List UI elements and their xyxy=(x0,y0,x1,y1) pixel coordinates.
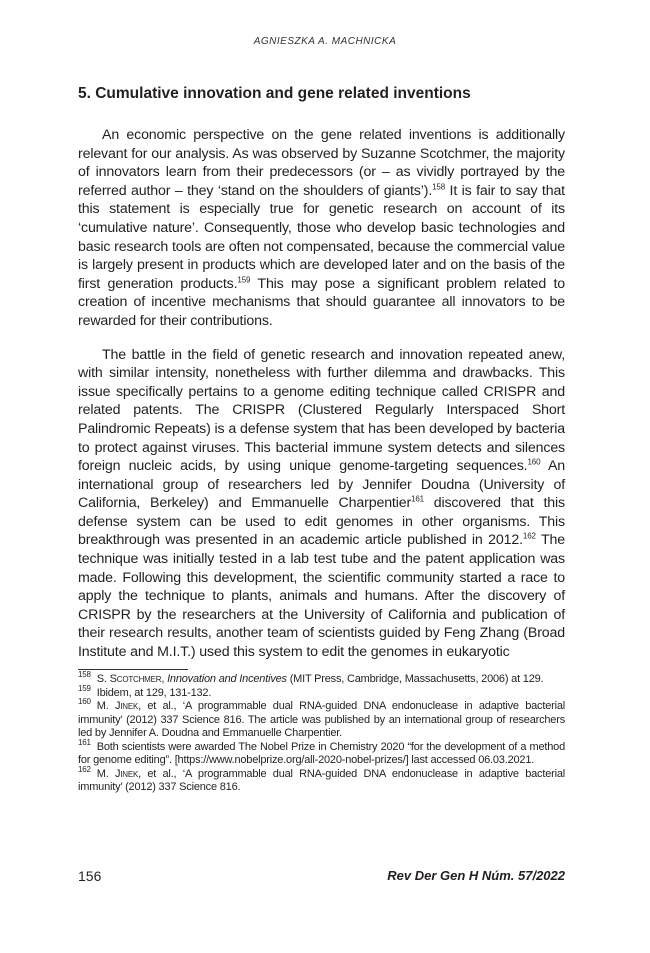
footnote-text: , et al., ‘A programmable dual RNA-guided DNA endonuclease in adaptive bacterial immunity’ (2012) 337 Science 816. xyxy=(78,767,565,793)
paragraph-text: An economic perspective on the gene related inventions is additionally relevant for our analysis. As was observed by Suzanne Scotchmer, the majority of innovators learn from their predecessors (or – as vividly portrayed by the referred author – they ‘stand on the shoulders of giants’). xyxy=(78,127,565,199)
running-header: AGNIESZKA A. MACHNICKA xyxy=(253,36,397,47)
footnote-separator: , xyxy=(161,673,168,685)
footnote-158 xyxy=(78,670,565,687)
paragraph-text: An international group of researchers led by Jennifer Doudna (University of California, Berkeley) and Emmanuelle Charpentier xyxy=(78,458,566,512)
paragraph-1 xyxy=(78,126,565,331)
paragraph-text: It is fair to say that this statement is especially true for genetic research on account of its ‘cumulative nature’. Consequently, those who develop basic technologies and basic research tools are often not compensated, because the commercial value is largely present in products which are developed later and on the basis of the first generation products. xyxy=(78,182,566,292)
footnote-author: S. Scotchmer xyxy=(96,673,162,685)
footnote-159 xyxy=(78,683,565,701)
paragraph-text: The battle in the field of genetic research and innovation repeated anew, with similar intensity, nonetheless with further dilemma and drawbacks. This issue specifically pertains to a genome editing technique called CRISPR and related patents. The CRISPR (Clustered Regularly Interspaced Short Palindromic Repeats) is a defense system that has been developed by bacteria to protect against viruses. This bacterial immune system detects and silences foreign nucleic acids, by using unique genome-targeting sequences. xyxy=(78,346,565,475)
footnote-number: 162 xyxy=(78,764,91,774)
footnote-160 xyxy=(78,697,565,741)
footnote-author: M. Jinek xyxy=(96,767,139,780)
footnote-ref[interactable]: 161 xyxy=(411,494,424,504)
footnote-ref[interactable]: 160 xyxy=(527,457,541,467)
paragraph-2 xyxy=(78,346,565,662)
footnote-ref[interactable]: 158 xyxy=(432,182,446,192)
footnote-161 xyxy=(78,737,565,768)
page-number: 156 xyxy=(78,868,102,884)
section-title: 5. Cumulative innovation and gene related inventions xyxy=(78,85,471,102)
footnotes xyxy=(78,670,565,795)
footnote-number: 158 xyxy=(78,670,91,680)
footnote-number: 159 xyxy=(78,683,91,693)
paragraph-text: discovered that this defense system can be used to edit genomes in other organisms. This breakthrough was presented in an academic article published in 2012. xyxy=(78,495,565,549)
footnote-number: 160 xyxy=(78,697,91,707)
footnote-number: 161 xyxy=(78,737,91,747)
footnote-text: (MIT Press, Cambridge, Massachusetts, 2006) at 129. xyxy=(286,673,544,685)
footnote-text: Both scientists were awarded The Nobel Prize in Chemistry 2020 “for the development of a method for genome editing”. [https://www.nobelprize.org/all-2020-nobel-prizes/] last accessed 06.03.2021. xyxy=(78,740,565,766)
footnote-162 xyxy=(78,764,565,795)
paragraph-text: This may pose a significant problem related to creation of incentive mechanisms that should guarantee all innovators to be rewarded for their contributions. xyxy=(78,275,565,329)
footnote-book-title: Innovation and Incentives xyxy=(167,673,287,685)
paragraph-text: The technique was initially tested in a lab test tube and the patent application was made. Following this development, the scientific community started a race to apply the technique to plants, animals and humans. After the discovery of CRISPR by the researchers at the University of California and publication of their research results, another team of scientists guided by Feng Zhang (Broad Institute and M.I.T.) used this system to edit the genomes in eukaryotic xyxy=(78,532,565,661)
footnote-text: , et al., ‘A programmable dual RNA-guided DNA endonuclease in adaptive bacterial immunity’ (2012) 337 Science 816. The article was published by an international group of researchers led by Jennifer A. Doudna and Emmanuelle Charpentier. xyxy=(78,700,565,739)
journal-citation: Rev Der Gen H Núm. 57/2022 xyxy=(387,868,565,883)
footnote-ref[interactable]: 159 xyxy=(237,275,251,285)
footnote-text: Ibidem, at 129, 131-132. xyxy=(96,686,212,699)
footnote-ref[interactable]: 162 xyxy=(522,531,536,541)
footnote-author: M. Jinek xyxy=(96,700,139,712)
footnote-divider xyxy=(78,669,188,670)
